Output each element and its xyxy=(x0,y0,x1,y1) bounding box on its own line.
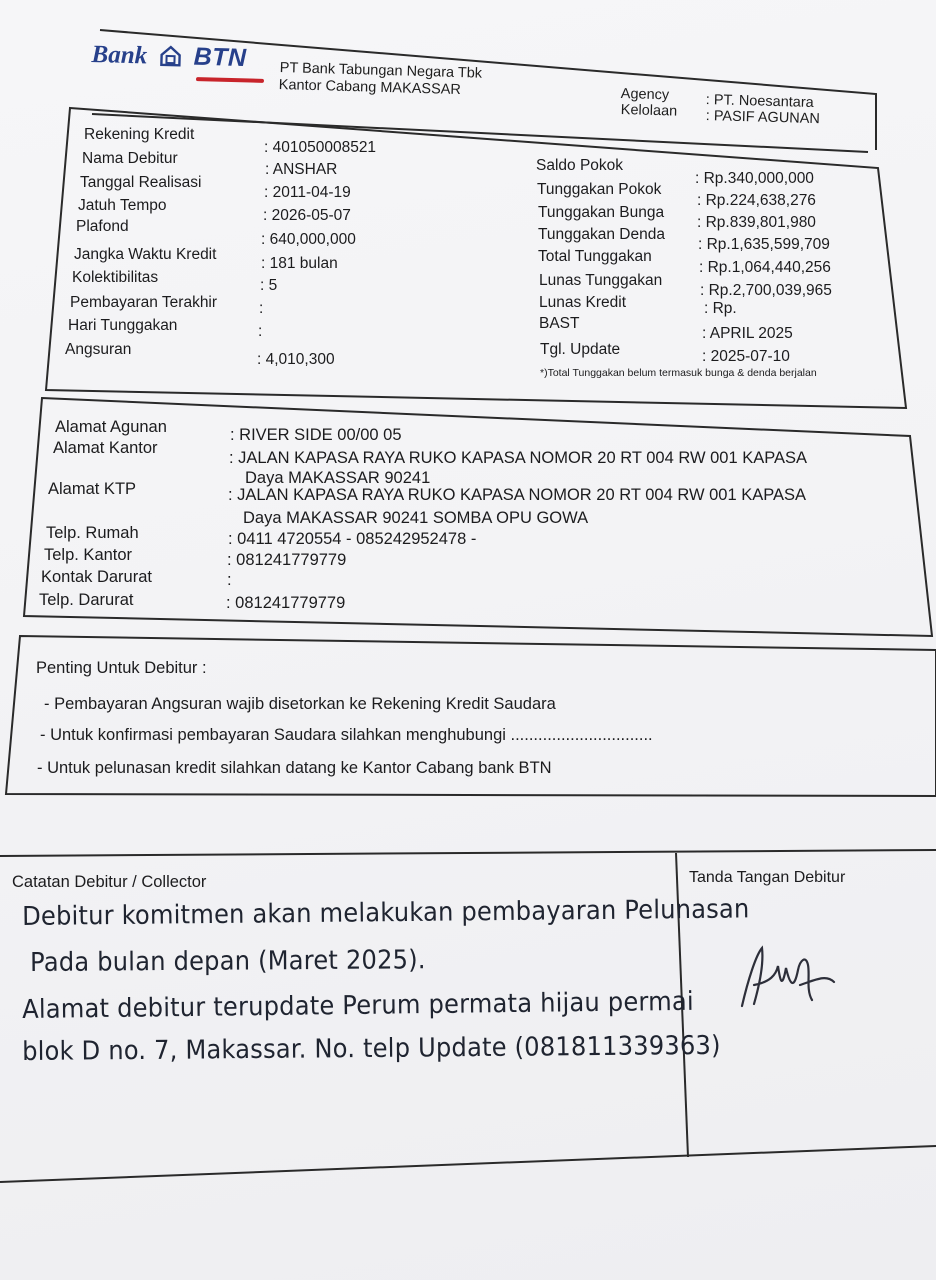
label-total-tunggakan: Total Tunggakan xyxy=(538,248,652,265)
notice-line-2: - Untuk konfirmasi pembayaran Saudara silahkan menghubungi ............................... xyxy=(40,726,653,744)
value-jangka-waktu: : 181 bulan xyxy=(261,255,338,272)
label-tunggakan-denda: Tunggakan Denda xyxy=(538,226,665,243)
value-alamat-ktp-1: : JALAN KAPASA RAYA RUKO KAPASA NOMOR 20 RT 004 RW 001 KAPASA xyxy=(228,486,807,504)
label-telp-rumah: Telp. Rumah xyxy=(46,524,139,542)
signature-mark xyxy=(742,948,834,1006)
value-total-tunggakan: : Rp.1,064,440,256 xyxy=(699,259,831,276)
value-kolektibilitas: : 5 xyxy=(260,277,278,294)
value-lunas-tunggakan: : Rp.2,700,039,965 xyxy=(700,282,832,299)
value-tunggakan-pokok: : Rp.224,638,276 xyxy=(697,192,816,209)
label-telp-darurat: Telp. Darurat xyxy=(39,591,134,609)
label-alamat-agunan: Alamat Agunan xyxy=(55,418,167,436)
agency-value: : PT. Noesantara xyxy=(705,92,814,112)
label-alamat-kantor: Alamat Kantor xyxy=(53,439,158,457)
kelolaan-value: : PASIF AGUNAN xyxy=(705,108,821,128)
value-angsuran: : 4,010,300 xyxy=(257,351,335,368)
value-alamat-kantor-1: : JALAN KAPASA RAYA RUKO KAPASA NOMOR 20 RT 004 RW 001 KAPASA xyxy=(229,449,808,467)
label-angsuran: Angsuran xyxy=(65,341,132,358)
label-lunas-tunggakan: Lunas Tunggakan xyxy=(539,272,663,289)
value-tunggakan-denda: : Rp.1,635,599,709 xyxy=(698,236,830,253)
handwritten-note-line-4: blok D no. 7, Makassar. No. telp Update (081811339363) xyxy=(22,1030,721,1067)
label-pembayaran-terakhir: Pembayaran Terakhir xyxy=(70,294,218,311)
value-rekening-kredit: : 401050008521 xyxy=(264,139,377,156)
label-tanggal-realisasi: Tanggal Realisasi xyxy=(80,174,202,191)
label-tunggakan-pokok: Tunggakan Pokok xyxy=(537,181,662,198)
label-lunas-kredit: Lunas Kredit xyxy=(539,294,627,311)
value-telp-kantor: : 081241779779 xyxy=(227,551,347,569)
total-tunggakan-note: *)Total Tunggakan belum termasuk bunga & denda berjalan xyxy=(540,367,817,379)
label-telp-kantor: Telp. Kantor xyxy=(44,546,133,564)
label-plafond: Plafond xyxy=(76,218,129,235)
value-hari-tunggakan: : xyxy=(258,323,263,340)
value-tgl-update: : 2025-07-10 xyxy=(702,348,790,365)
label-rekening-kredit: Rekening Kredit xyxy=(84,126,195,143)
label-saldo-pokok: Saldo Pokok xyxy=(536,157,624,174)
label-kontak-darurat: Kontak Darurat xyxy=(41,568,152,586)
value-tanggal-realisasi: : 2011-04-19 xyxy=(264,184,351,201)
label-bast: BAST xyxy=(539,315,580,332)
bank-word: Bank xyxy=(91,40,148,70)
value-nama-debitur: : ANSHAR xyxy=(265,161,338,178)
value-bast: : APRIL 2025 xyxy=(702,325,793,342)
kelolaan-label: Kelolaan xyxy=(620,102,678,120)
value-plafond: : 640,000,000 xyxy=(261,231,356,248)
agency-label: Agency xyxy=(620,86,670,104)
label-tunggakan-bunga: Tunggakan Bunga xyxy=(538,204,665,221)
handwritten-note-line-2: Pada bulan depan (Maret 2025). xyxy=(30,945,426,978)
notice-line-3: - Untuk pelunasan kredit silahkan datang ke Kantor Cabang bank BTN xyxy=(37,759,552,777)
handwritten-note-line-3: Alamat debitur terupdate Perum permata hijau permai xyxy=(22,986,694,1025)
label-jangka-waktu: Jangka Waktu Kredit xyxy=(74,246,217,263)
company-name: PT Bank Tabungan Negara Tbk xyxy=(279,60,483,82)
signature-title: Tanda Tangan Debitur xyxy=(689,869,846,886)
label-alamat-ktp: Alamat KTP xyxy=(48,480,137,498)
label-jatuh-tempo: Jatuh Tempo xyxy=(78,197,167,214)
notice-line-1: - Pembayaran Angsuran wajib disetorkan ke Rekening Kredit Saudara xyxy=(44,695,556,713)
value-telp-darurat: : 081241779779 xyxy=(226,594,346,612)
handwritten-note-line-1: Debitur komitmen akan melakukan pembayaran Pelunasan xyxy=(22,894,750,932)
notice-title: Penting Untuk Debitur : xyxy=(36,659,207,677)
value-telp-rumah: : 0411 4720554 - 085242952478 - xyxy=(228,530,477,548)
label-kolektibilitas: Kolektibilitas xyxy=(72,269,159,286)
value-alamat-ktp-2: Daya MAKASSAR 90241 SOMBA OPU GOWA xyxy=(243,509,589,527)
label-hari-tunggakan: Hari Tunggakan xyxy=(68,317,178,334)
value-saldo-pokok: : Rp.340,000,000 xyxy=(695,170,814,187)
label-tgl-update: Tgl. Update xyxy=(540,341,621,358)
value-alamat-agunan: : RIVER SIDE 00/00 05 xyxy=(230,426,402,444)
value-alamat-kantor-2: Daya MAKASSAR 90241 xyxy=(245,469,431,487)
branch-name: Kantor Cabang MAKASSAR xyxy=(278,77,462,99)
value-kontak-darurat: : xyxy=(227,571,232,589)
notes-title: Catatan Debitur / Collector xyxy=(12,873,207,891)
value-pembayaran-terakhir: : xyxy=(259,300,264,317)
label-nama-debitur: Nama Debitur xyxy=(82,150,178,167)
value-lunas-kredit: : Rp. xyxy=(704,300,737,317)
bank-brand: BTN xyxy=(193,42,247,73)
value-tunggakan-bunga: : Rp.839,801,980 xyxy=(697,214,816,231)
value-jatuh-tempo: : 2026-05-07 xyxy=(263,207,351,224)
